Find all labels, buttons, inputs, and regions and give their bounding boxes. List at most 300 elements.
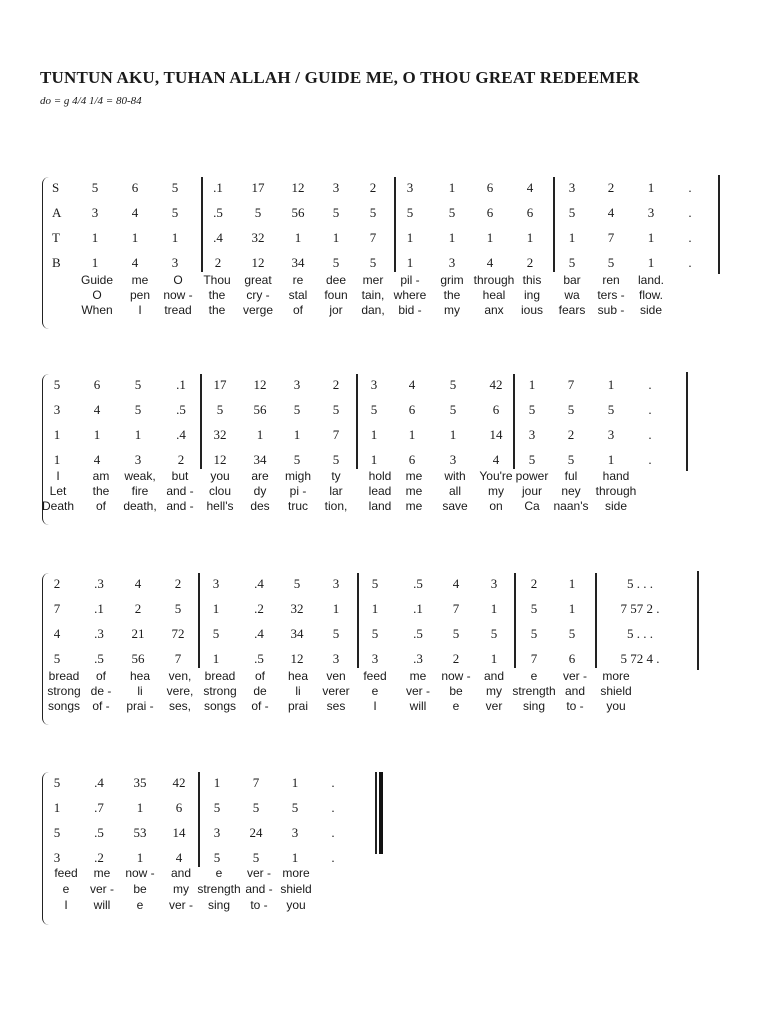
note: 7 — [369, 230, 377, 245]
note: 5 — [406, 205, 414, 220]
note: .5 — [176, 402, 186, 417]
lyric-syllable: me — [405, 469, 423, 483]
note: .5 — [413, 626, 423, 641]
lyric-syllable: you — [286, 898, 306, 912]
note: 5 — [213, 800, 221, 815]
lyric-syllable: sing — [207, 898, 231, 912]
lyric-syllable: dan, — [361, 303, 385, 317]
note: 12 — [251, 255, 265, 270]
note: 3 — [607, 427, 615, 442]
lyric-syllable: to - — [566, 699, 584, 713]
note: 1 — [212, 651, 220, 666]
lyric-syllable: hold — [368, 469, 392, 483]
note: 5 — [530, 626, 538, 641]
lyric-syllable: songs — [47, 699, 81, 713]
note: 5 — [291, 800, 299, 815]
lyric-syllable: ven — [326, 669, 346, 683]
lyric-syllable: now - — [163, 288, 193, 302]
note: 7 57 2 . — [620, 601, 660, 616]
note: 1 — [490, 601, 498, 616]
lyric-syllable: ven, — [168, 669, 192, 683]
note: 5 — [371, 576, 379, 591]
lyric-syllable: of - — [251, 699, 269, 713]
note: 14 — [172, 825, 186, 840]
note: 4 — [131, 205, 139, 220]
lyric-syllable: verer — [322, 684, 350, 698]
lyric-syllable: lead — [368, 484, 392, 498]
note: 3 — [332, 576, 340, 591]
bar-line — [553, 177, 555, 272]
tempo-marking: do = g 4/4 1/4 = 80-84 — [40, 95, 142, 107]
note: 5 — [293, 576, 301, 591]
note: 2 — [567, 427, 575, 442]
lyric-syllable: the — [92, 484, 110, 498]
note: 1 — [136, 800, 144, 815]
bar-line — [200, 374, 202, 469]
lyric-syllable: vere, — [166, 684, 194, 698]
note: 5 — [293, 452, 301, 467]
note: 5 — [91, 180, 99, 195]
note: 4 — [93, 452, 101, 467]
lyric-syllable: dee — [325, 273, 347, 287]
note: 2 — [369, 180, 377, 195]
lyric-syllable: bid - — [398, 303, 422, 317]
lyric-syllable: ses — [326, 699, 346, 713]
lyric-syllable: re — [292, 273, 304, 287]
bar-line — [356, 374, 358, 469]
note: 42 — [489, 377, 503, 392]
note: .5 — [254, 651, 264, 666]
lyric-syllable: land — [368, 499, 392, 513]
lyric-syllable: shield — [600, 684, 632, 698]
lyric-syllable: Ca — [524, 499, 540, 513]
lyric-syllable: des — [250, 499, 270, 513]
note: 5 — [449, 402, 457, 417]
lyric-syllable: anx — [484, 303, 504, 317]
lyric-syllable: ver — [485, 699, 503, 713]
lyric-syllable: grim — [440, 273, 464, 287]
note: 3 — [371, 651, 379, 666]
lyric-syllable: tread — [164, 303, 192, 317]
note: 12 — [291, 180, 305, 195]
note: 3 — [448, 255, 456, 270]
note: 1 — [256, 427, 264, 442]
lyric-syllable: and — [564, 684, 586, 698]
lyric-syllable: flow. — [638, 288, 664, 302]
lyric-syllable: Guide — [80, 273, 114, 287]
note: 4 — [131, 255, 139, 270]
note: 3 — [91, 205, 99, 220]
note: 5 — [332, 255, 340, 270]
note: 56 — [291, 205, 305, 220]
lyric-syllable: e — [62, 882, 70, 896]
note: 1 — [370, 427, 378, 442]
note: 12 — [213, 452, 227, 467]
note: .5 — [94, 651, 104, 666]
lyric-syllable: ful — [564, 469, 578, 483]
note: 5 — [568, 255, 576, 270]
note: 2 — [452, 651, 460, 666]
note: 1 — [568, 576, 576, 591]
note: 6 — [93, 377, 101, 392]
note: .4 — [254, 576, 264, 591]
note: 5 — [216, 402, 224, 417]
lyric-syllable: naan's — [553, 499, 589, 513]
lyric-syllable: now - — [125, 866, 155, 880]
note: 5 — [212, 626, 220, 641]
lyric-syllable: prai — [287, 699, 309, 713]
lyric-syllable: Let — [49, 484, 67, 498]
lyric-syllable: e — [530, 669, 538, 683]
voice-label: T — [52, 230, 60, 245]
note: 24 — [249, 825, 263, 840]
lyric-syllable: lar — [329, 484, 343, 498]
lyric-syllable: fears — [558, 303, 586, 317]
note: .1 — [94, 601, 104, 616]
lyric-syllable: pil - — [400, 273, 420, 287]
lyric-syllable: bread — [204, 669, 236, 683]
note: 1 — [91, 255, 99, 270]
lyric-syllable: You're — [479, 469, 513, 483]
note: 5 — [568, 626, 576, 641]
note: 17 — [251, 180, 265, 195]
note: 4 — [408, 377, 416, 392]
lyric-syllable: of — [95, 499, 107, 513]
lyric-syllable: ver - — [169, 898, 193, 912]
lyric-syllable: heal — [482, 288, 506, 302]
note: 5 — [332, 452, 340, 467]
note: 1 — [332, 230, 340, 245]
note: 7 — [53, 601, 61, 616]
lyric-syllable: side — [604, 499, 628, 513]
note: 21 — [131, 626, 145, 641]
note: 2 — [530, 576, 538, 591]
final-bar-thin — [375, 772, 377, 854]
lyric-syllable: me — [93, 866, 111, 880]
note: 3 — [332, 180, 340, 195]
lyric-syllable: pen — [129, 288, 151, 302]
note: 2 — [607, 180, 615, 195]
note: 1 — [448, 180, 456, 195]
note: 5 . . . — [627, 576, 653, 591]
lyric-syllable: will — [93, 898, 111, 912]
note: 1 — [171, 230, 179, 245]
note: 4 — [53, 626, 61, 641]
lyric-syllable: weak, — [124, 469, 156, 483]
lyric-syllable: ver - — [90, 882, 114, 896]
note: 7 — [332, 427, 340, 442]
lyric-syllable: I — [373, 699, 377, 713]
lyric-syllable: ver - — [406, 684, 430, 698]
bar-line-end — [686, 372, 688, 471]
note: 1 — [528, 377, 536, 392]
lyric-syllable: side — [639, 303, 663, 317]
lyric-syllable: of — [254, 669, 266, 683]
bar-line-end — [697, 571, 699, 670]
note: 3 — [528, 427, 536, 442]
lyric-syllable: I — [64, 898, 68, 912]
note: 3 — [406, 180, 414, 195]
lyric-syllable: stal — [288, 288, 308, 302]
note: 6 — [492, 402, 500, 417]
lyric-syllable: to - — [250, 898, 268, 912]
lyric-syllable: migh — [284, 469, 312, 483]
lyric-syllable: jour — [521, 484, 543, 498]
note: 12 — [290, 651, 304, 666]
lyric-syllable: and - — [166, 484, 194, 498]
lyric-syllable: O — [173, 273, 183, 287]
note: 2 — [526, 255, 534, 270]
note: .1 — [413, 601, 423, 616]
lyric-syllable: land. — [637, 273, 665, 287]
note: 5 — [53, 377, 61, 392]
lyric-syllable: the — [208, 303, 226, 317]
note: 1 — [53, 800, 61, 815]
note: .2 — [254, 601, 264, 616]
note: 2 — [332, 377, 340, 392]
note: 1 — [406, 230, 414, 245]
lyric-syllable: on — [489, 499, 503, 513]
note: 5 — [490, 626, 498, 641]
note: .7 — [94, 800, 104, 815]
lyric-syllable: e — [452, 699, 460, 713]
lyric-syllable: of — [95, 669, 107, 683]
note: 1 — [568, 601, 576, 616]
note: 3 — [370, 377, 378, 392]
note: 12 — [253, 377, 267, 392]
lyric-syllable: and - — [166, 499, 194, 513]
lyric-syllable: me — [405, 499, 423, 513]
voice-label: B — [52, 255, 61, 270]
lyric-syllable: this — [522, 273, 542, 287]
note: 3 — [332, 651, 340, 666]
note: 6 — [568, 651, 576, 666]
note: . — [688, 180, 692, 195]
note: 1 — [526, 230, 534, 245]
lyric-syllable: but — [171, 469, 189, 483]
lyric-syllable: now - — [441, 669, 471, 683]
note: 6 — [408, 402, 416, 417]
lyric-syllable: hand — [602, 469, 630, 483]
note: .2 — [94, 850, 104, 865]
bar-line — [198, 573, 200, 668]
final-bar-thick — [379, 772, 383, 854]
note: 4 — [134, 576, 142, 591]
note: .1 — [213, 180, 223, 195]
voice-label: A — [52, 205, 62, 220]
note: 7 — [530, 651, 538, 666]
note: 5 — [528, 452, 536, 467]
lyric-syllable: hea — [287, 669, 309, 683]
lyric-syllable: me — [409, 669, 427, 683]
lyric-syllable: shield — [280, 882, 312, 896]
note: 53 — [133, 825, 147, 840]
note: 5 — [213, 850, 221, 865]
lyric-syllable: my — [173, 882, 189, 896]
note: 1 — [291, 850, 299, 865]
note: 17 — [213, 377, 227, 392]
bar-line-end — [718, 175, 720, 274]
note: . — [648, 402, 652, 417]
lyric-syllable: of - — [92, 699, 110, 713]
lyric-syllable: my — [444, 303, 460, 317]
lyric-syllable: jor — [329, 303, 343, 317]
note: 1 — [607, 377, 615, 392]
note: .3 — [94, 576, 104, 591]
lyric-syllable: strong — [47, 684, 81, 698]
note: 34 — [253, 452, 267, 467]
note: 6 — [486, 205, 494, 220]
note: .3 — [94, 626, 104, 641]
note: 35 — [133, 775, 147, 790]
note: 6 — [526, 205, 534, 220]
note: 1 — [291, 775, 299, 790]
note: . — [648, 452, 652, 467]
lyric-syllable: ters - — [597, 288, 625, 302]
note: 5 — [332, 205, 340, 220]
lyric-syllable: sing — [522, 699, 546, 713]
lyric-syllable: verge — [242, 303, 274, 317]
lyric-syllable: more — [602, 669, 630, 683]
note: 1 — [647, 230, 655, 245]
note: 5 — [528, 402, 536, 417]
note: 1 — [568, 230, 576, 245]
lyric-syllable: pi - — [289, 484, 307, 498]
lyric-syllable: Thou — [203, 273, 231, 287]
lyric-syllable: strength — [512, 684, 556, 698]
note: 14 — [489, 427, 503, 442]
lyric-syllable: de — [253, 684, 267, 698]
lyric-syllable: I — [138, 303, 142, 317]
note: 32 — [213, 427, 227, 442]
lyric-syllable: Death — [41, 499, 75, 513]
lyric-syllable: the — [208, 288, 226, 302]
note: 5 — [607, 255, 615, 270]
lyric-syllable: bread — [48, 669, 80, 683]
note: 1 — [93, 427, 101, 442]
note: 6 — [408, 452, 416, 467]
note: 1 — [448, 230, 456, 245]
lyric-syllable: li — [137, 684, 143, 698]
lyric-syllable: de - — [90, 684, 112, 698]
lyric-syllable: are — [251, 469, 269, 483]
lyric-syllable: and - — [245, 882, 273, 896]
note: 1 — [131, 230, 139, 245]
note: 5 — [134, 377, 142, 392]
lyric-syllable: e — [215, 866, 223, 880]
note: 3 — [53, 850, 61, 865]
note: 3 — [134, 452, 142, 467]
lyric-syllable: am — [92, 469, 110, 483]
note: 56 — [253, 402, 267, 417]
lyric-syllable: hea — [129, 669, 151, 683]
note: 5 72 4 . — [620, 651, 660, 666]
note: 5 — [252, 850, 260, 865]
note: 2 — [53, 576, 61, 591]
lyric-syllable: save — [442, 499, 468, 513]
note: 5 — [252, 800, 260, 815]
note: 3 — [212, 576, 220, 591]
lyric-syllable: my — [488, 484, 504, 498]
note: 2 — [134, 601, 142, 616]
bar-line — [201, 177, 203, 272]
bar-line — [514, 573, 516, 668]
note: . — [688, 205, 692, 220]
note: 7 — [607, 230, 615, 245]
note: 56 — [131, 651, 145, 666]
lyric-syllable: more — [282, 866, 310, 880]
lyric-syllable: ing — [523, 288, 541, 302]
lyric-syllable: be — [133, 882, 147, 896]
note: .4 — [213, 230, 223, 245]
note: 5 — [370, 402, 378, 417]
lyric-syllable: li — [295, 684, 301, 698]
note: .4 — [94, 775, 104, 790]
note: 1 — [647, 180, 655, 195]
note: 1 — [91, 230, 99, 245]
lyric-syllable: through — [473, 273, 515, 287]
note: 7 — [567, 377, 575, 392]
note: 1 — [53, 452, 61, 467]
note: 32 — [251, 230, 265, 245]
note: 3 — [568, 180, 576, 195]
lyric-syllable: ious — [520, 303, 544, 317]
bar-line — [513, 374, 515, 469]
note: 5 — [369, 255, 377, 270]
note: .4 — [176, 427, 186, 442]
note: .5 — [413, 576, 423, 591]
lyric-syllable: cry - — [246, 288, 270, 302]
note: 3 — [53, 402, 61, 417]
lyric-syllable: all — [448, 484, 462, 498]
lyric-syllable: will — [409, 699, 427, 713]
lyric-syllable: wa — [564, 288, 580, 302]
note: . — [688, 230, 692, 245]
note: 3 — [171, 255, 179, 270]
note: 5 — [607, 402, 615, 417]
note: 34 — [291, 255, 305, 270]
lyric-syllable: power — [515, 469, 549, 483]
note: 5 — [449, 377, 457, 392]
lyric-syllable: death, — [123, 499, 157, 513]
note: 2 — [174, 576, 182, 591]
lyric-syllable: truc — [287, 499, 309, 513]
lyric-syllable: ren — [602, 273, 620, 287]
lyric-syllable: the — [443, 288, 461, 302]
note: 1 — [332, 601, 340, 616]
note: .5 — [94, 825, 104, 840]
lyric-syllable: clou — [208, 484, 232, 498]
note: 1 — [53, 427, 61, 442]
lyric-syllable: bar — [563, 273, 581, 287]
lyric-syllable: prai - — [126, 699, 154, 713]
lyric-syllable: ver - — [563, 669, 587, 683]
note: 2 — [214, 255, 222, 270]
lyric-syllable: ty — [331, 469, 341, 483]
note: . — [648, 377, 652, 392]
note: . — [331, 800, 335, 815]
system-bracket — [42, 772, 49, 925]
lyric-syllable: you — [210, 469, 230, 483]
lyric-syllable: sub - — [597, 303, 625, 317]
note: 5 — [567, 452, 575, 467]
lyric-syllable: be — [449, 684, 463, 698]
lyric-syllable: tain, — [361, 288, 385, 302]
note: 1 — [371, 601, 379, 616]
note: .3 — [413, 651, 423, 666]
note: 5 — [53, 825, 61, 840]
lyric-syllable: mer — [362, 273, 384, 287]
